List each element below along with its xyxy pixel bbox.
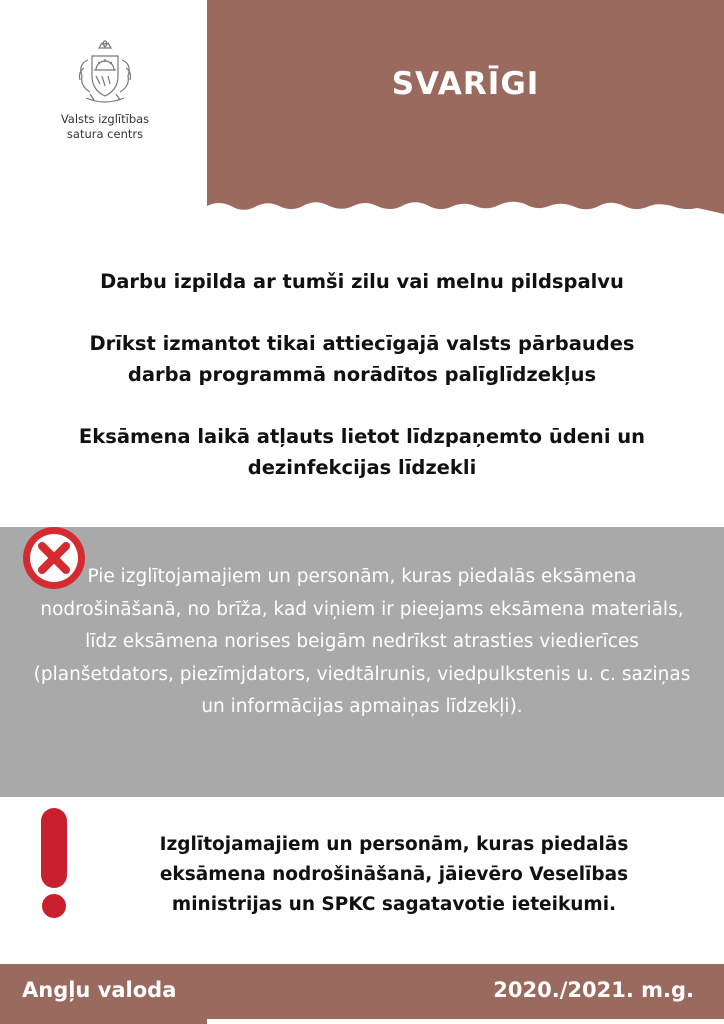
header-banner-shape <box>207 0 724 218</box>
rule-item: Eksāmena laikā atļauts lietot līdzpaņemto ūdeni un dezinfekcijas līdzekli <box>78 425 646 479</box>
warning-text: Izglītojamajiem un personām, kuras piedalās eksāmena nodrošināšanā, jāievēro Veselības ministrijas un SPKC sagatavotie ieteikumi. <box>159 834 629 915</box>
rules-list <box>20 266 704 514</box>
footer-divider <box>207 1019 724 1024</box>
logo-line2: satura centrs <box>66 127 144 141</box>
logo <box>40 40 170 142</box>
rule-item: Darbu izpilda ar tumši zilu vai melnu pildspalvu <box>100 270 624 293</box>
page-title: SVARĪGI <box>391 66 540 102</box>
coat-of-arms-icon <box>72 40 138 108</box>
footer-subject: Angļu valoda <box>22 978 177 1002</box>
footer-year: 2020./2021. m.g. <box>493 978 694 1002</box>
header-banner <box>207 0 724 218</box>
exclamation-icon <box>40 808 68 920</box>
rule-item: Drīkst izmantot tikai attiecīgajā valsts pārbaudes darba programmā norādītos palīglīdzekļus <box>89 332 635 386</box>
logo-line1: Valsts izglītības <box>60 112 150 126</box>
prohibition-text: Pie izglītojamajiem un personām, kuras piedalās eksāmena nodrošināšanā, no brīža, kad viņiem ir pieejams eksāmena materiāls, līdz eksāmena norises beigām nedrīkst atrasties viedierīces (planšetdators, piezīmjdators, viedtālrunis, viedpulkstenis u. c. saziņas un informācijas apmaiņas līdzekļi). <box>33 566 691 717</box>
